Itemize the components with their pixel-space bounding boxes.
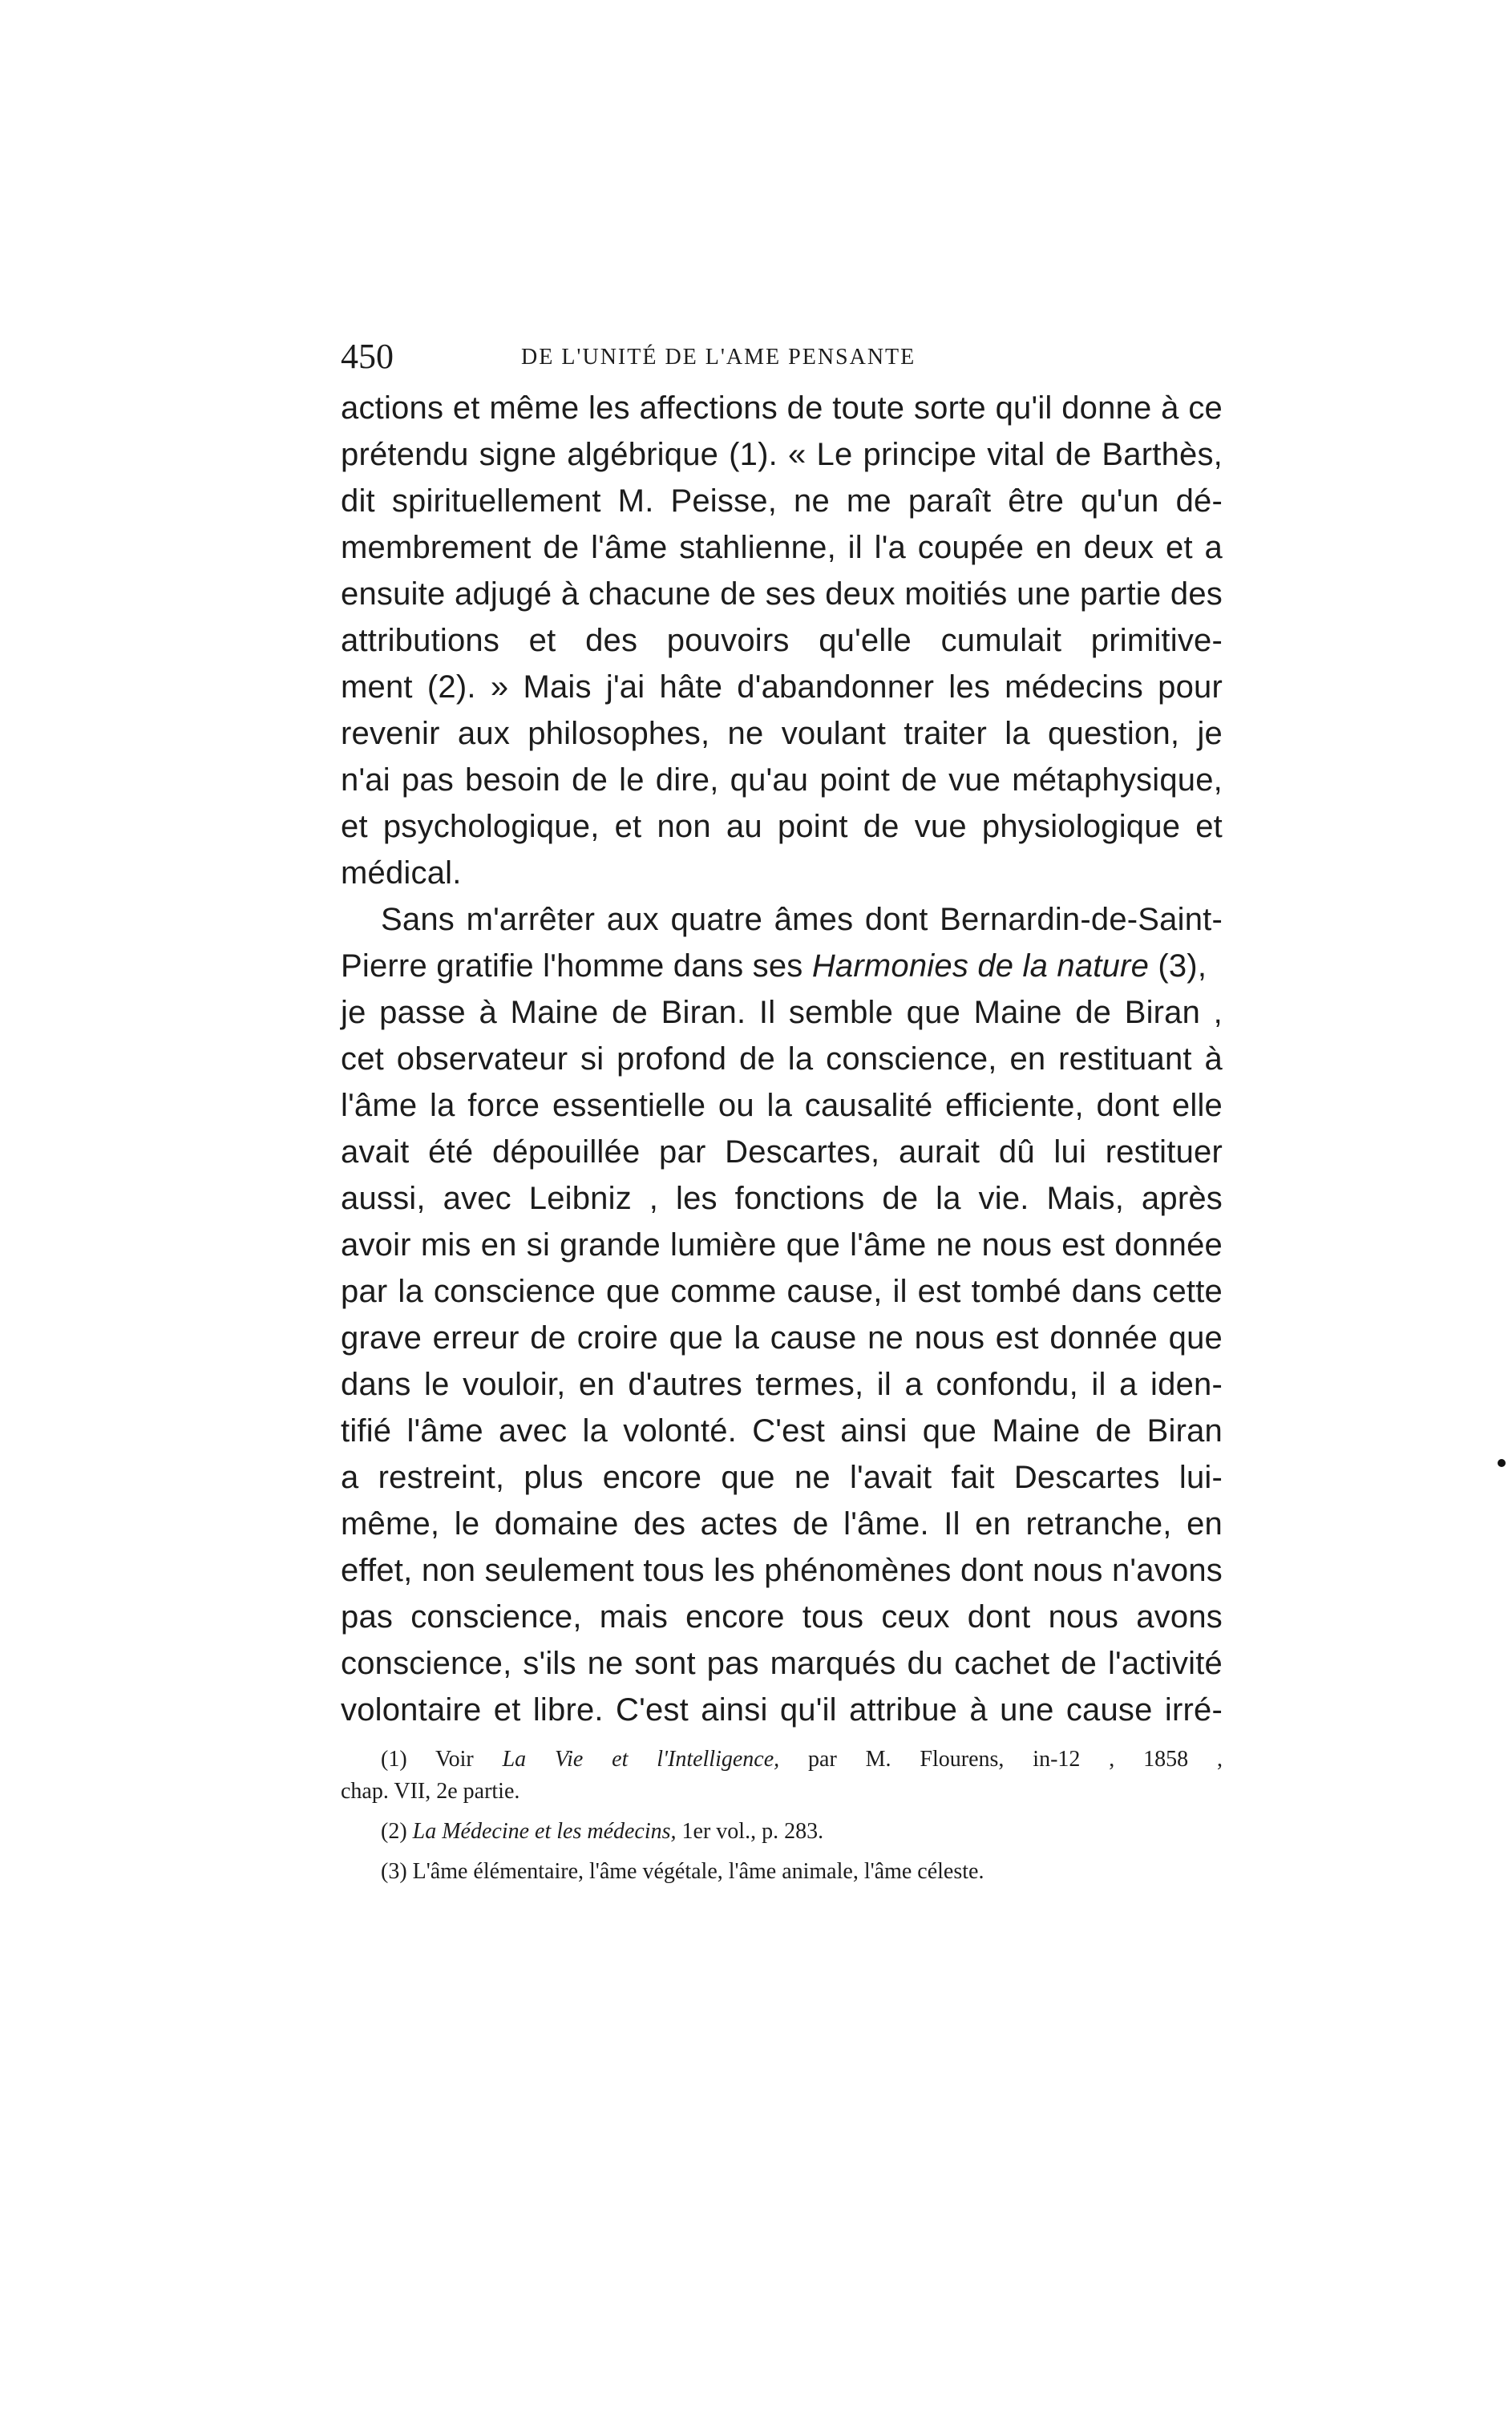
footnote-2-title: La Médecine et les médecins, (412, 1819, 677, 1844)
footnote-1 (341, 1744, 1223, 1776)
text-line: cet observateur si profond de la conscience, en restituant à (341, 1041, 1223, 1077)
footnote-2-source: 1er vol., p. 283. (681, 1819, 824, 1844)
footnote-ref: (3), (1158, 948, 1207, 984)
text-line: Sans m'arrêter aux quatre âmes dont Bernardin-de-Saint- (381, 902, 1223, 937)
text-line: médical. (341, 855, 462, 891)
text-line: a restreint, plus encore que ne l'avait fait Descartes lui- (341, 1460, 1223, 1495)
footnote-2-marker: (2) (381, 1819, 407, 1844)
text-line: aussi, avec Leibniz , les fonctions de la vie. Mais, après (341, 1181, 1223, 1216)
scan-speck (1498, 1459, 1506, 1467)
running-head (341, 333, 1223, 381)
text-line: ment (2). » Mais j'ai hâte d'abandonner les médecins pour (341, 669, 1223, 705)
footnote-3: (3) L'âme élémentaire, l'âme végétale, l'âme animale, l'âme céleste. (381, 1859, 984, 1884)
text-line: attributions et des pouvoirs qu'elle cumulait primitive- (341, 623, 1223, 658)
book-title: Harmonies de la nature (811, 948, 1150, 984)
text-line: je passe à Maine de Biran. Il semble que Maine de Biran , (341, 995, 1223, 1030)
text-line: prétendu signe algébrique (1). « Le principe vital de Barthès, (341, 437, 1223, 472)
footnote-1-continuation: chap. VII, 2e partie. (341, 1779, 520, 1804)
text-line: n'ai pas besoin de le dire, qu'au point de vue métaphysique, (341, 762, 1223, 798)
text-fragment: Pierre gratifie l'homme dans ses (341, 948, 803, 984)
text-line: tifié l'âme avec la volonté. C'est ainsi que Maine de Biran (341, 1413, 1223, 1449)
text-line: par la conscience que comme cause, il est tombé dans cette (341, 1274, 1223, 1309)
page-number: 450 (341, 337, 394, 376)
text-line: effet, non seulement tous les phénomènes dont nous n'avons (341, 1553, 1223, 1588)
text-line: conscience, s'ils ne sont pas marqués du cachet de l'activité (341, 1646, 1223, 1681)
text-line: avait été dépouillée par Descartes, aurait dû lui restituer (341, 1134, 1223, 1170)
text-line: volontaire et libre. C'est ainsi qu'il attribue à une cause irré- (341, 1692, 1223, 1728)
text-line: et psychologique, et non au point de vue physiologique et (341, 809, 1223, 844)
text-line: dit spirituellement M. Peisse, ne me paraît être qu'un dé- (341, 483, 1223, 519)
text-line: ensuite adjugé à chacune de ses deux moitiés une partie des (341, 576, 1223, 612)
text-line: même, le domaine des actes de l'âme. Il en retranche, en (341, 1506, 1223, 1542)
text-line: avoir mis en si grande lumière que l'âme ne nous est donnée (341, 1227, 1223, 1263)
text-line: revenir aux philosophes, ne voulant traiter la question, je (341, 716, 1223, 751)
footnote-2 (341, 1816, 1223, 1848)
footnote-1-title: La Vie et l'Intelligence, (502, 1747, 780, 1772)
text-line: actions et même les affections de toute sorte qu'il donne à ce (341, 390, 1223, 426)
text-line: l'âme la force essentielle ou la causalité efficiente, dont elle (341, 1088, 1223, 1123)
text-line: grave erreur de croire que la cause ne nous est donnée que (341, 1320, 1223, 1356)
body-text (341, 385, 1223, 1733)
footnote-1-source: par M. Flourens, in-12 , 1858 , (808, 1747, 1223, 1772)
text-line: pas conscience, mais encore tous ceux dont nous avons (341, 1599, 1223, 1635)
footnotes (341, 1744, 1223, 1888)
text-line: dans le vouloir, en d'autres termes, il a confondu, il a iden- (341, 1367, 1223, 1402)
footnote-1-marker: (1) Voir (381, 1747, 474, 1772)
running-title: DE L'UNITÉ DE L'AME PENSANTE (521, 345, 916, 370)
text-line-with-title (341, 943, 1223, 989)
text-line: membrement de l'âme stahlienne, il l'a coupée en deux et a (341, 530, 1223, 565)
